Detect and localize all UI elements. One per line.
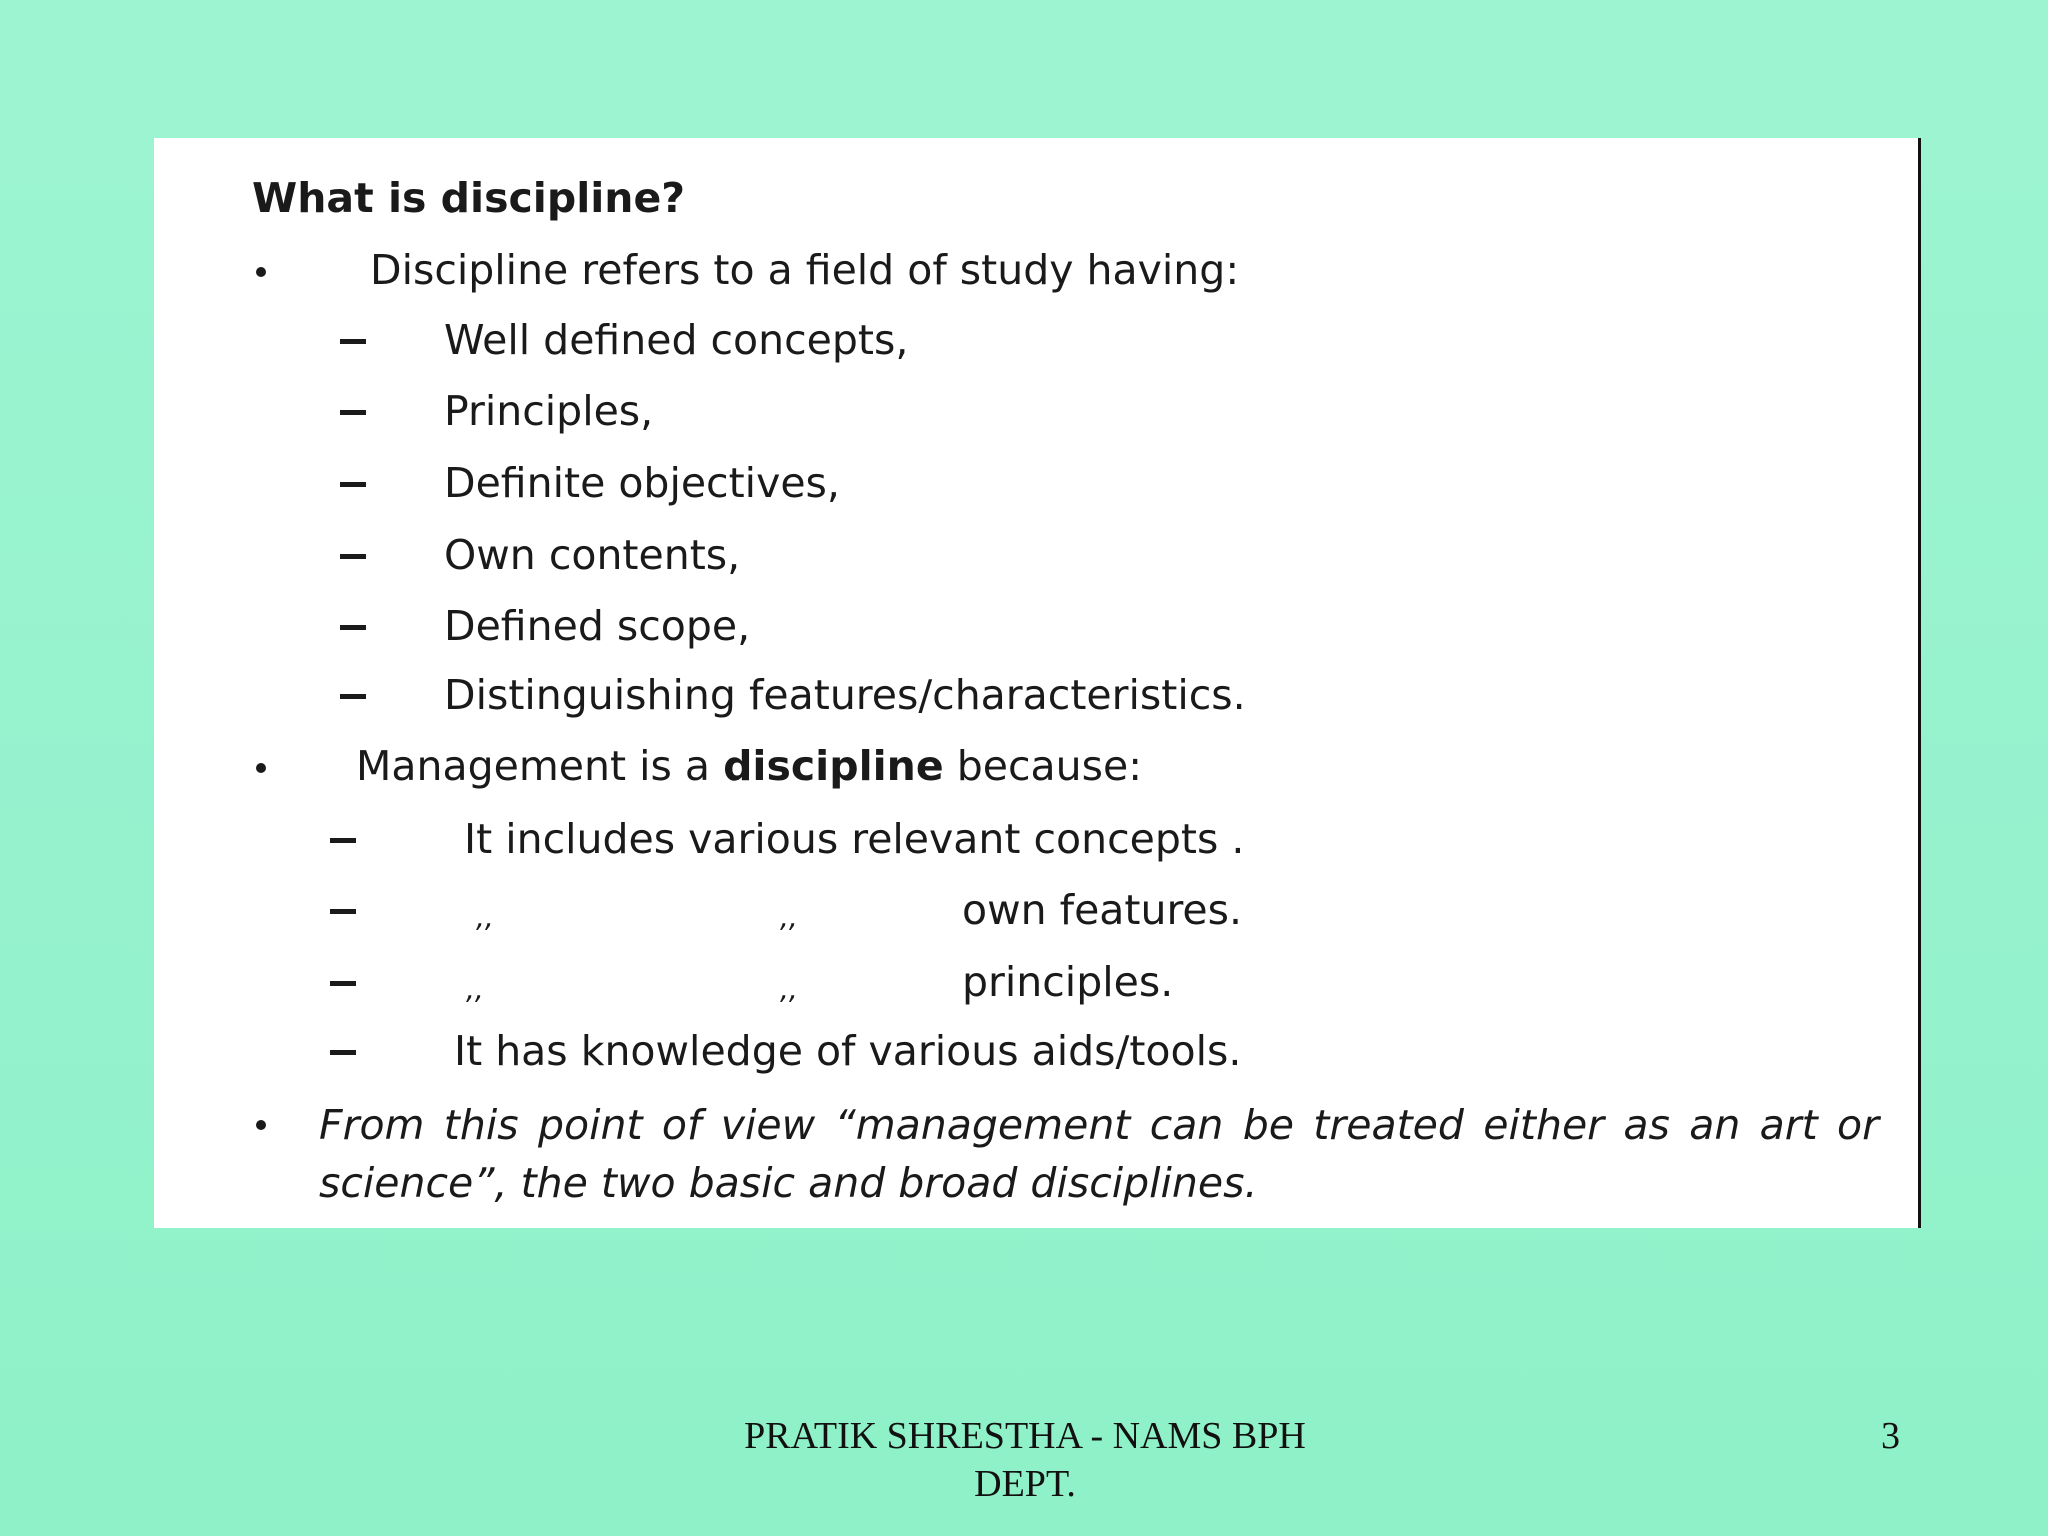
dash-marker	[340, 694, 366, 699]
ditto-mark: ,,	[780, 973, 798, 1006]
dash-marker	[340, 482, 366, 487]
dash-marker	[330, 909, 356, 914]
ditto-mark: ,,	[466, 973, 484, 1006]
dash-marker	[330, 981, 356, 986]
list-item: principles.	[962, 958, 1174, 1006]
dash-marker	[340, 410, 366, 415]
bullet-2-text	[356, 742, 1143, 790]
list-item: Distinguishing features/characteristics.	[444, 671, 1246, 719]
bullet-2-text-before: Management is a	[356, 742, 724, 790]
dash-marker	[330, 1050, 356, 1055]
list-item: It has knowledge of various aids/tools.	[454, 1027, 1242, 1075]
dash-marker	[340, 339, 366, 344]
footer-author-line-2: DEPT.	[974, 1463, 1076, 1505]
list-item: Defined scope,	[444, 602, 751, 650]
list-item: Principles,	[444, 387, 654, 435]
dash-marker	[340, 554, 366, 559]
content-panel	[154, 138, 1921, 1228]
bullet-2-text-after: because:	[943, 742, 1143, 790]
list-item: It includes various relevant concepts .	[464, 815, 1245, 863]
list-item: Own contents,	[444, 531, 741, 579]
footer-author	[690, 1412, 1360, 1508]
slide-heading: What is discipline?	[252, 174, 686, 222]
list-item: Well defined concepts,	[444, 316, 909, 364]
bullet-1-text: Discipline refers to a field of study having:	[370, 246, 1240, 294]
list-item: own features.	[962, 886, 1243, 934]
dash-marker	[340, 625, 366, 630]
list-item: Definite objectives,	[444, 459, 840, 507]
ditto-mark: ,,	[476, 901, 494, 934]
dash-marker	[330, 838, 356, 843]
page-number: 3	[1881, 1415, 1900, 1457]
bullet-2-text-bold: discipline	[723, 742, 944, 790]
bullet-dot	[256, 267, 266, 277]
ditto-mark: ,,	[780, 901, 798, 934]
bullet-dot	[256, 1120, 266, 1130]
bullet-dot	[256, 763, 266, 773]
bullet-3-text: From this point of view “management can be treated either as an art or science”, the two basic and broad disciplines.	[319, 1101, 1879, 1207]
footer-author-line-1: PRATIK SHRESTHA - NAMS BPH	[744, 1415, 1306, 1457]
